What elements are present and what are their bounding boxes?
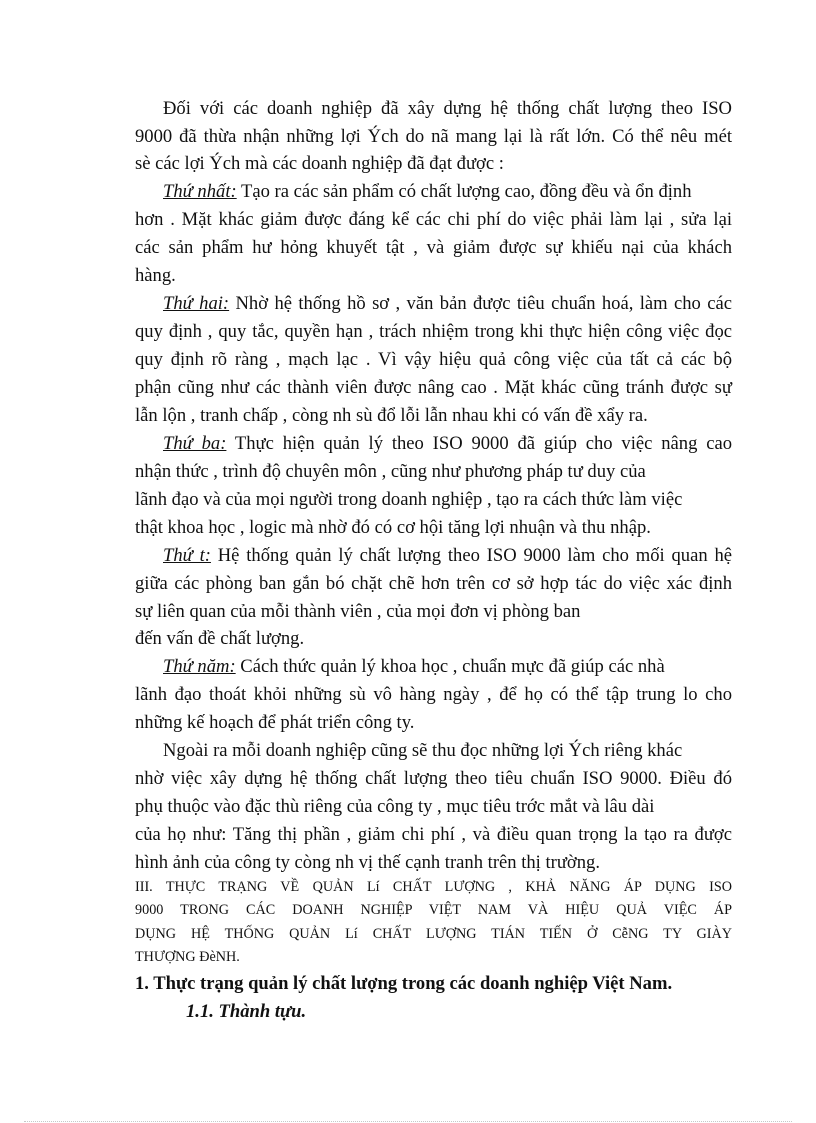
section-heading-line: III. THỰC TRẠNG VỀ QUẢN Lí CHẤT LƯỢNG , KHẢ NĂNG ÁP DỤNG ISO [135,879,732,895]
paragraph-third-line: lãnh đạo và của mọi người trong doanh nghiệp , tạo ra cách thức làm việc [135,489,683,510]
paragraph-intro-line: Đối với các doanh nghiệp đã xây dựng hệ thống chất lượng theo ISO [163,98,732,119]
paragraph-first-line: các sản phẩm hư hỏng khuyết tật , và giảm được sự khiếu nại của khách [135,237,732,258]
paragraph-third-line: Thứ ba: Thực hiện quản lý theo ISO 9000 đã giúp cho việc nâng cao [163,433,732,454]
paragraph-second-line: quy định , quy tắc, quyền hạn , trách nhiệm trong khi thực hiện công việc đọc [135,321,732,342]
paragraph-first-line: Thứ nhất: Tạo ra các sản phẩm có chất lượng cao, đồng đều và ổn định [163,181,692,202]
paragraph-extra-line: Ngoài ra mỗi doanh nghiệp cũng sẽ thu đọc những lợi Ých riêng khác [163,740,683,761]
page-bottom-rule [24,1121,792,1122]
lead-fifth: Thứ năm: [163,656,236,677]
paragraph-extra-line: nhờ việc xây dựng hệ thống chất lượng theo tiêu chuẩn ISO 9000. Điều đó [135,768,732,789]
paragraph-fourth-line: giữa các phòng ban gắn bó chặt chẽ hơn trên cơ sở hợp tác do việc xác định [135,573,732,594]
paragraph-first-line: hàng. [135,265,176,286]
paragraph-fourth-line: sự liên quan của mỗi thành viên , của mọi đơn vị phòng ban [135,601,581,622]
section-heading-line: DỤNG HỆ THỐNG QUẢN Lí CHẤT LƯỢNG TIÁN TIẾN Ở CễNG TY GIÀY [135,926,732,942]
lead-second: Thứ hai: [163,293,230,314]
heading-1-1: 1.1. Thành tựu. [186,1001,307,1022]
paragraph-fourth-line: Thứ t: Hệ thống quản lý chất lượng theo ISO 9000 làm cho mối quan hệ [163,545,732,566]
section-heading-line: THƯỢNG ĐèNH. [135,949,240,965]
paragraph-intro-line: sè các lợi Ých mà các doanh nghiệp đã đạt được : [135,153,504,174]
lead-first: Thứ nhất: [163,181,237,202]
paragraph-first-line: hơn . Mặt khác giảm được đáng kể các chi phí do việc phải làm lại , sửa lại [135,209,732,230]
paragraph-fifth-line: những kế hoạch để phát triển công ty. [135,712,415,733]
paragraph-third-line: thật khoa học , logic mà nhờ đó có cơ hội tăng lợi nhuận và thu nhập. [135,517,651,538]
paragraph-second-line: lẫn lộn , tranh chấp , còng nh sù đổ lỗi lẫn nhau khi có vấn đề xẩy ra. [135,405,648,426]
section-heading-line: 9000 TRONG CÁC DOANH NGHIỆP VIỆT NAM VÀ HIỆU QUẢ VIỆC ÁP [135,902,732,918]
paragraph-second-line: Thứ hai: Nhờ hệ thống hồ sơ , văn bản được tiêu chuẩn hoá, làm cho các [163,293,732,314]
paragraph-second-line: quy định rõ ràng , mạch lạc . Vì vậy hiệu quả công việc của tất cả các bộ [135,349,732,370]
lead-third: Thứ ba: [163,433,227,454]
paragraph-fifth-line: lãnh đạo thoát khỏi những sù vô hàng ngày , để họ có thể tập trung lo cho [135,684,732,705]
paragraph-fifth-line: Thứ năm: Cách thức quản lý khoa học , chuẩn mực đã giúp các nhà [163,656,665,677]
paragraph-third-line: nhận thức , trình độ chuyên môn , cũng như phương pháp tư duy của [135,461,646,482]
paragraph-second-line: phận cũng như các thành viên được nâng cao . Mặt khác cũng tránh được sự [135,377,732,398]
heading-1: 1. Thực trạng quản lý chất lượng trong các doanh nghiệp Việt Nam. [135,973,673,994]
paragraph-extra-line: hình ảnh của công ty còng nh vị thế cạnh tranh trên thị trường. [135,852,601,873]
paragraph-extra-line: của họ như: Tăng thị phần , giảm chi phí , và điều quan trọng la tạo ra được [135,824,732,845]
paragraph-extra-line: phụ thuộc vào đặc thù riêng của công ty , mục tiêu trớc mắt và lâu dài [135,796,655,817]
lead-fourth: Thứ t: [163,545,211,566]
paragraph-intro-line: 9000 đã thừa nhận những lợi Ých do nã mang lại là rất lớn. Có thể nêu mét [135,126,732,147]
paragraph-fourth-line: đến vấn đề chất lượng. [135,628,305,649]
